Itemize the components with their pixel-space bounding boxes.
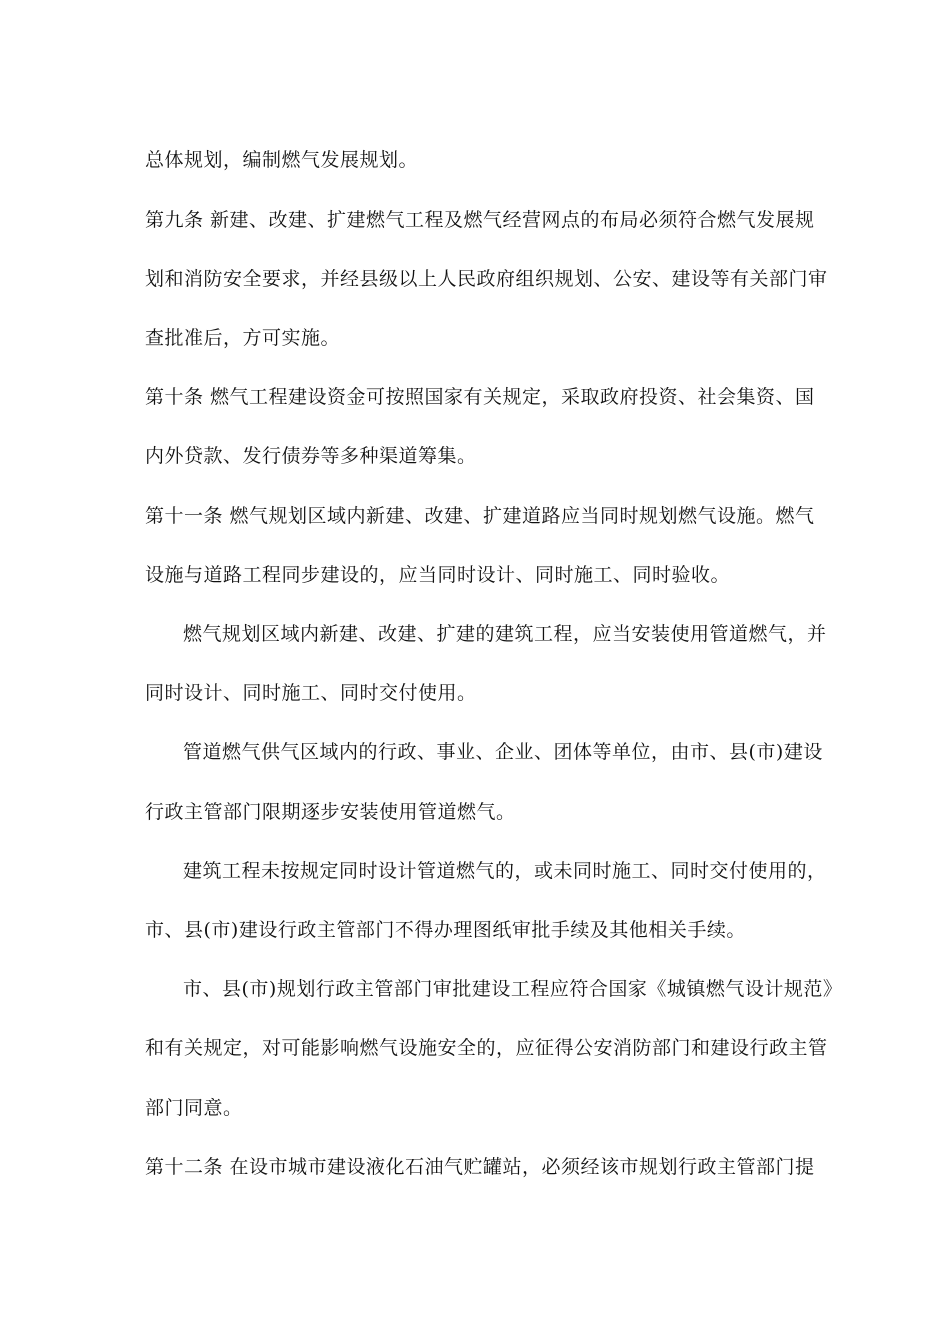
text-line: 设施与道路工程同步建设的，应当同时设计、同时施工、同时验收。 xyxy=(145,564,731,586)
text-line: 划和消防安全要求，并经县级以上人民政府组织规划、公安、建设等有关部门审 xyxy=(145,268,828,290)
text-line: 部门同意。 xyxy=(145,1097,243,1119)
article-10-line: 第十条 燃气工程建设资金可按照国家有关规定，采取政府投资、社会集资、国 xyxy=(145,386,815,408)
text-line: 查批准后，方可实施。 xyxy=(145,327,341,349)
text-line: 同时设计、同时施工、同时交付使用。 xyxy=(145,682,477,704)
text-line: 内外贷款、发行债券等多种渠道筹集。 xyxy=(145,445,477,467)
text-line: 行政主管部门限期逐步安装使用管道燃气。 xyxy=(145,801,516,823)
paragraph-line: 管道燃气供气区域内的行政、事业、企业、团体等单位，由市、县(市)建设 xyxy=(183,741,823,763)
text-line: 和有关规定，对可能影响燃气设施安全的，应征得公安消防部门和建设行政主管 xyxy=(145,1037,828,1059)
article-12-line: 第十二条 在设市城市建设液化石油气贮罐站，必须经该市规划行政主管部门提 xyxy=(145,1156,815,1178)
article-9-line: 第九条 新建、改建、扩建燃气工程及燃气经营网点的布局必须符合燃气发展规 xyxy=(145,209,815,231)
paragraph-line: 燃气规划区域内新建、改建、扩建的建筑工程，应当安装使用管道燃气，并 xyxy=(183,623,827,645)
paragraph-line: 市、县(市)规划行政主管部门审批建设工程应符合国家《城镇燃气设计规范》 xyxy=(183,978,843,1000)
article-11-line: 第十一条 燃气规划区域内新建、改建、扩建道路应当同时规划燃气设施。燃气 xyxy=(145,505,815,527)
paragraph-line: 建筑工程未按规定同时设计管道燃气的，或未同时施工、同时交付使用的， xyxy=(183,860,827,882)
text-line: 总体规划，编制燃气发展规划。 xyxy=(145,149,419,171)
text-line: 市、县(市)建设行政主管部门不得办理图纸审批手续及其他相关手续。 xyxy=(145,919,746,941)
